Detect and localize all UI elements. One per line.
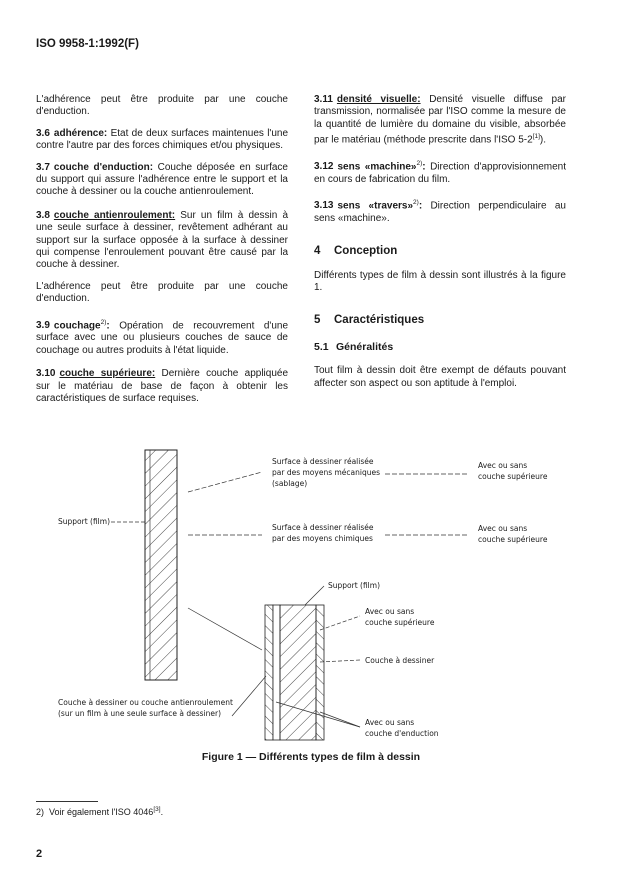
label-mechanical-1: Surface à dessiner réalisée <box>272 457 374 466</box>
section-4-text: Différents types de film à dessin sont illustrés à la figure 1. <box>314 269 566 294</box>
leader-with-top-3 <box>320 616 360 630</box>
adhesion-note-2: L'adhérence peut être produite par une couche d'enduction. <box>36 280 288 305</box>
leader-support-bottom <box>305 586 324 605</box>
label-with-top-3a: Avec ou sans <box>365 607 415 616</box>
label-support-bottom: Support (film) <box>328 581 380 590</box>
label-with-top-2b: couche supérieure <box>478 535 548 544</box>
upper-film-strip <box>145 450 177 680</box>
section-5-1-heading: 5.1 Généralités <box>314 340 394 353</box>
footnote: 2) Voir également l'ISO 4046[3]. <box>36 806 164 817</box>
leader-anticurl <box>232 676 266 716</box>
label-mechanical-3: (sablage) <box>272 479 308 488</box>
page-number: 2 <box>36 848 43 860</box>
label-support-left: Support (film) <box>58 517 110 526</box>
definition-3-13: 3.13 sens «travers»$^{2)}$: Direction perpendiculaire au sens «machine». <box>314 199 566 224</box>
label-chemical-2: par des moyens chimiques <box>272 534 373 543</box>
leader-to-detail <box>188 608 262 650</box>
definition-3-6: 3.6 adhérence: Etat de deux surfaces maintenues l'une contre l'autre par des forces chimiques et/ou physiques. <box>36 127 289 152</box>
lower-film-detail <box>265 605 324 740</box>
left-column <box>36 94 288 414</box>
label-anticurl-2: (sur un film à une seule surface à dessiner) <box>58 709 222 718</box>
label-anticurl-1: Couche à dessiner ou couche antienroulement <box>58 698 233 707</box>
leader-mechanical <box>188 472 262 492</box>
document-header: ISO 9958-1:1992(F) <box>36 38 139 50</box>
figure-caption: Figure 1 — Différents types de film à dessin <box>201 751 421 763</box>
definition-3-7: 3.7 couche d'enduction: Couche déposée en surface du support qui assure l'adhérence entre le support et la couche à dessiner ou la couche antienroulement. <box>36 161 288 198</box>
label-with-top-1a: Avec ou sans <box>478 461 528 470</box>
leader-subbing-2 <box>320 712 360 727</box>
leader-drawing-layer <box>320 660 360 662</box>
footnote-rule <box>36 801 98 802</box>
section-5-heading: 5 Caractéristiques <box>314 314 425 327</box>
figure-drawing-film-types <box>0 440 622 750</box>
definition-3-9: 3.9 couchage$^{2)}$: Opération de recouvrement d'une surface avec une ou plusieurs couches de sauce de couchage ou autres produits à l'état liquide. <box>36 318 289 356</box>
label-with-top-3b: couche supérieure <box>365 618 435 627</box>
definition-3-8: 3.8 couche antienroulement: Sur un film à dessin à une seule surface à dessiner, revêtement adhérant au support sur la surface opposée à la surface à dessiner qui compense l'enroulement pouvant être causé par la couche à dessiner. <box>36 209 289 271</box>
adhesion-note-1: L'adhérence peut être produite par une couche d'enduction. <box>36 94 288 118</box>
right-column <box>314 94 566 399</box>
section-5-1-text: Tout film à dessin doit être exempt de défauts pouvant affecter son aspect ou son aptitude à l'emploi. <box>314 365 566 389</box>
definition-3-10: 3.10 couche supérieure: Dernière couche appliquée sur le matériau de base de façon à obtenir les caractéristiques de surface requises. <box>36 368 289 405</box>
label-drawing-layer: Couche à dessiner <box>365 656 435 665</box>
label-with-top-1b: couche supérieure <box>478 472 548 481</box>
label-subbing-b: couche d'enduction <box>365 729 439 738</box>
label-with-top-2a: Avec ou sans <box>478 524 528 533</box>
definition-3-11: 3.11 densité visuelle: Densité visuelle diffuse par transmission, normalisée par l'ISO comme la mesure de la quantité de lumière du domaine du visible, absorbée par le matériau (méthode prescrite dans l'ISO 5-2[1]). <box>314 94 567 146</box>
label-chemical-1: Surface à dessiner réalisée <box>272 523 374 532</box>
label-mechanical-2: par des moyens mécaniques <box>272 468 380 477</box>
definition-3-12: 3.12 sens «machine»$^{2)}$: Direction d'approvisionnement en cours de fabrication du film. <box>314 159 566 185</box>
section-4-heading: 4 Conception <box>314 245 398 258</box>
label-subbing-a: Avec ou sans <box>365 718 415 727</box>
